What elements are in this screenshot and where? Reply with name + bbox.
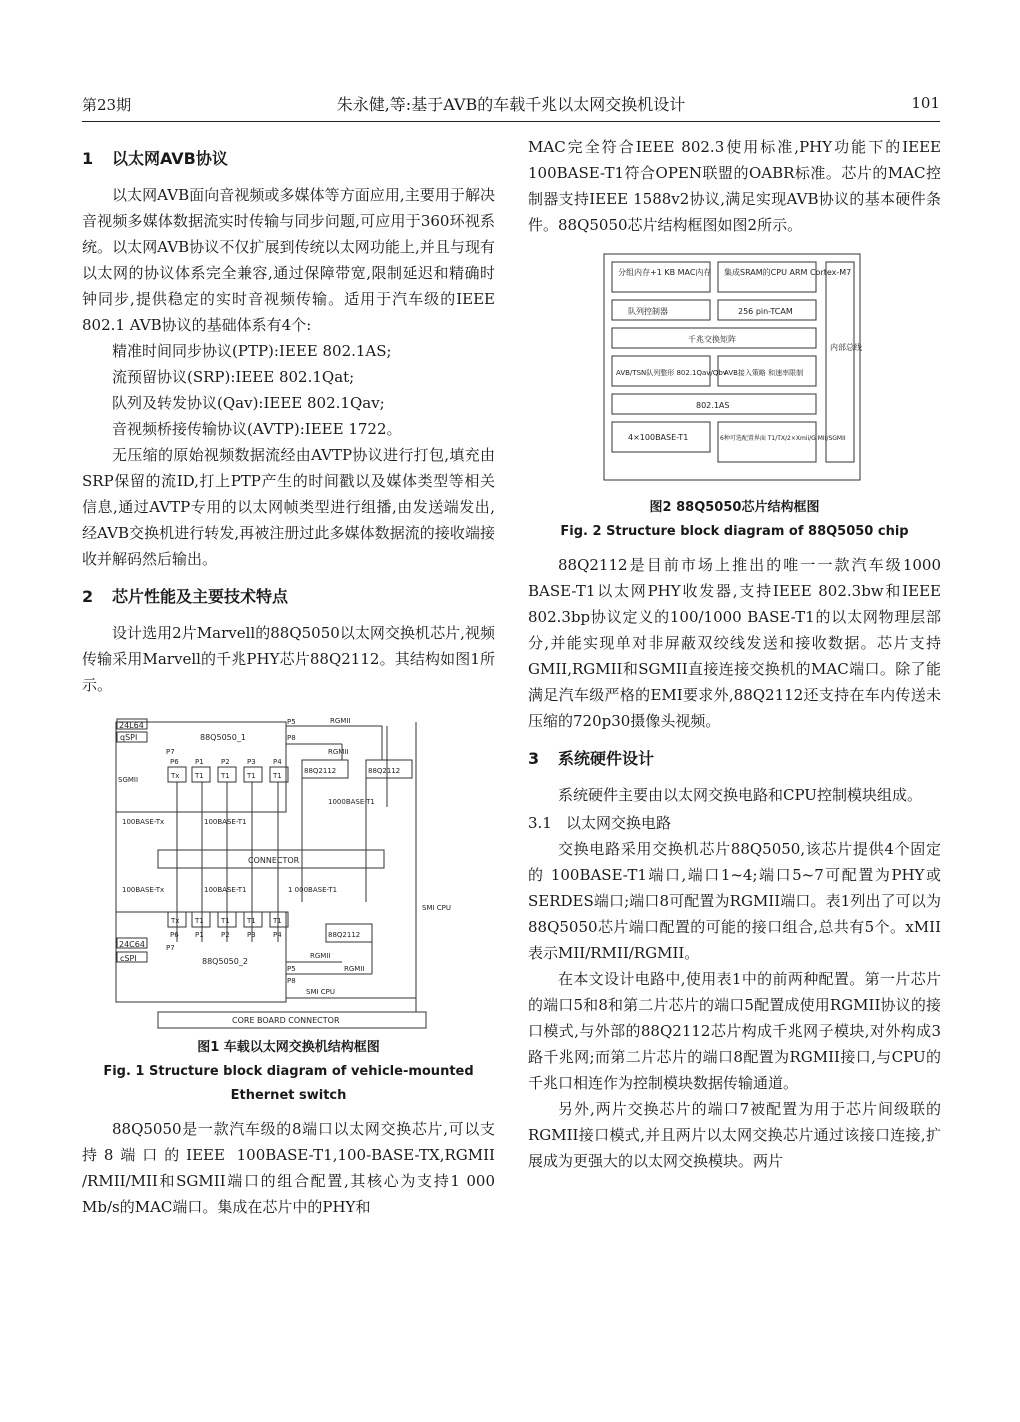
figure-1-caption-en: Fig. 1 Structure block diagram of vehicle-mounted	[103, 1064, 474, 1079]
paragraph: 无压缩的原始视频数据流经由AVTP协议进行打包,填充由SRP保留的流ID,打上PTP产生的时间戳以及媒体类型等相关信息,通过AVTP专用的以太网帧类型进行组播,由发送端发出,经AVB交换机进行转发,再被注册过此多媒体数据流的接收端接收并解码然后输出。	[82, 446, 495, 568]
svg-text:AVB/TSN队列整形 802.1Qav/Qbv: AVB/TSN队列整形 802.1Qav/Qbv	[616, 369, 727, 377]
figure-1-caption-en-2: Ethernet switch	[230, 1088, 347, 1103]
section-3-heading: 3 系统硬件设计	[528, 749, 655, 768]
svg-text:T1: T1	[247, 917, 256, 925]
svg-text:SMI CPU: SMI CPU	[306, 988, 336, 996]
paragraph: 交换电路采用交换机芯片88Q5050,该芯片提供4个固定的 100BASE-T1端口,端口1~4;端口5~7可配置为PHY或SERDES端口;端口8可配置为RGMII端口。表1列出了可以为88Q5050芯片端口配置的可能的接口组合,总共有5个。xMII表示MII/RMII/RGMII。	[528, 840, 941, 962]
svg-text:P2: P2	[221, 758, 230, 766]
svg-text:T1: T1	[221, 917, 230, 925]
figure-2-caption-en: Fig. 2 Structure block diagram of 88Q5050 chip	[560, 524, 909, 539]
svg-text:P8: P8	[287, 977, 296, 985]
svg-text:4×100BASE-T1: 4×100BASE-T1	[628, 433, 689, 442]
svg-text:T1: T1	[273, 772, 282, 780]
svg-text:T1: T1	[195, 917, 204, 925]
svg-text:100BASE-T1: 100BASE-T1	[204, 818, 247, 826]
svg-text:RGMII: RGMII	[310, 952, 331, 960]
page-header	[82, 92, 940, 118]
svg-text:1000BASE-T1: 1000BASE-T1	[328, 798, 375, 806]
svg-text:分组内存+1 KB MAC内存: 分组内存+1 KB MAC内存	[618, 268, 712, 277]
svg-text:AVB接入策略 和速率限制: AVB接入策略 和速率限制	[724, 369, 804, 377]
svg-text:T1: T1	[195, 772, 204, 780]
svg-text:P7: P7	[166, 944, 175, 952]
svg-text:cSPI: cSPI	[120, 954, 137, 963]
svg-text:P2: P2	[221, 931, 230, 939]
svg-text:P6: P6	[170, 758, 179, 766]
paragraph: 88Q5050是一款汽车级的8端口以太网交换芯片,可以支持8端口的IEEE 100BASE-T1,100-BASE-TX,RGMII /RMII/MII和SGMII端口的组合配置,其核心为支持1 000 Mb/s的MAC端口。集成在芯片中的PHY和	[82, 1120, 495, 1216]
fig1-connector: CONNECTOR	[248, 856, 300, 865]
page-number: 101	[911, 94, 940, 112]
svg-text:千兆交换矩阵: 千兆交换矩阵	[688, 335, 736, 344]
figure-1-caption-cn: 图1 车载以太网交换机结构框图	[197, 1040, 380, 1055]
svg-text:T1: T1	[221, 772, 230, 780]
svg-text:802.1AS: 802.1AS	[696, 401, 730, 410]
svg-text:集成SRAM的CPU ARM Cortex-M7: 集成SRAM的CPU ARM Cortex-M7	[724, 268, 852, 277]
svg-text:24C64: 24C64	[119, 940, 145, 949]
svg-text:P7: P7	[166, 748, 175, 756]
paragraph: 设计选用2片Marvell的88Q5050以太网交换机芯片,视频传输采用Marvell的千兆PHY芯片88Q2112。其结构如图1所示。	[82, 624, 495, 694]
svg-text:P3: P3	[247, 931, 256, 939]
svg-text:SGMII: SGMII	[118, 776, 139, 784]
svg-text:256 pin-TCAM: 256 pin-TCAM	[738, 307, 793, 316]
svg-text:P5: P5	[287, 965, 296, 973]
svg-text:88Q2112: 88Q2112	[368, 767, 401, 775]
list-item: 音视频桥接传输协议(AVTP):IEEE 1722。	[112, 420, 402, 438]
fig1-eeprom-top: 24L64	[119, 721, 144, 730]
list-item: 流预留协议(SRP):IEEE 802.1Qat;	[112, 368, 355, 386]
header-rule	[82, 121, 940, 122]
svg-text:T1: T1	[247, 772, 256, 780]
svg-text:88Q2112: 88Q2112	[304, 767, 337, 775]
svg-text:RGMII: RGMII	[344, 965, 365, 973]
svg-text:P3: P3	[247, 758, 256, 766]
svg-text:100BASE-Tx: 100BASE-Tx	[122, 818, 165, 826]
paragraph: 在本文设计电路中,使用表1中的前两种配置。第一片芯片的端口5和8和第二片芯片的端口5配置成使用RGMII协议的接口模式,与外部的88Q2112芯片构成千兆网子模块,对外构成3路千兆网;而第二片芯片的端口8配置为RGMII接口,与CPU的千兆口相连作为控制模块数据传输通道。	[528, 970, 941, 1092]
svg-text:P8: P8	[287, 734, 296, 742]
svg-text:内部总线: 内部总线	[830, 343, 862, 352]
svg-text:Tx: Tx	[171, 917, 180, 925]
paragraph: MAC完全符合IEEE 802.3使用标准,PHY功能下的IEEE 100BASE-T1符合OPEN联盟的OABR标准。芯片的MAC控制器支持IEEE 1588v2协议,满足实现AVB协议的基本硬件条件。88Q5050芯片结构框图如图2所示。	[528, 138, 941, 234]
paragraph: 以太网AVB面向音视频或多媒体等方面应用,主要用于解决音视频多媒体数据流实时传输与同步问题,可应用于360环视系统。以太网AVB协议不仅扩展到传统以太网功能上,并且与现有以太网的协议体系完全兼容,通过保障带宽,限制延迟和精确时钟同步,提供稳定的实时音视频传输。适用于汽车级的IEEE 802.1 AVB协议的基础体系有4个:	[82, 186, 495, 334]
svg-text:P1: P1	[195, 758, 204, 766]
fig1-core-board: CORE BOARD CONNECTOR	[232, 1016, 340, 1025]
svg-text:Tx: Tx	[171, 772, 180, 780]
right-column	[528, 134, 941, 1174]
svg-text:P6: P6	[170, 931, 179, 939]
svg-text:P4: P4	[273, 931, 282, 939]
svg-text:88Q2112: 88Q2112	[328, 931, 361, 939]
svg-text:100BASE-T1: 100BASE-T1	[204, 886, 247, 894]
svg-text:P1: P1	[195, 931, 204, 939]
list-item: 精准时间同步协议(PTP):IEEE 802.1AS;	[112, 342, 392, 360]
figure-1-diagram	[82, 712, 495, 1032]
running-title: 朱永健,等:基于AVB的车载千兆以太网交换机设计	[336, 95, 686, 114]
left-column	[82, 134, 495, 1220]
section-1-heading: 1 以太网AVB协议	[82, 149, 228, 168]
figure-2-diagram	[528, 250, 941, 490]
paragraph: 88Q2112是目前市场上推出的唯一一款汽车级1000 BASE-T1以太网PHY收发器,支持IEEE 802.3bw和IEEE 802.3bp协议定义的100/1000 BASE-T1的以太网物理层部分,并能实现单对非屏蔽双绞线发送和接收数据。芯片支持GMII,RGMII和SGMII直接连接交换机的MAC端口。除了能满足汽车级严格的EMI要求外,88Q2112还支持在车内传送未压缩的720p30摄像头视频。	[528, 556, 941, 730]
figure-2-caption-cn: 图2 88Q5050芯片结构框图	[649, 500, 820, 515]
issue-number: 第23期	[82, 96, 132, 114]
fig1-chip2-label: 88Q5050_2	[202, 957, 248, 966]
svg-text:1 000BASE-T1: 1 000BASE-T1	[288, 886, 338, 894]
fig1-chip1-label: 88Q5050_1	[200, 733, 246, 742]
svg-text:100BASE-Tx: 100BASE-Tx	[122, 886, 165, 894]
svg-text:队列控制器: 队列控制器	[628, 307, 668, 316]
svg-text:P4: P4	[273, 758, 282, 766]
fig1-qspi: qSPI	[120, 733, 138, 742]
svg-text:T1: T1	[273, 917, 282, 925]
svg-text:RGMII: RGMII	[328, 748, 349, 756]
svg-text:6种可选配置界面 T1/TX/2×Xmii/G MII/SG: 6种可选配置界面 T1/TX/2×Xmii/G MII/SGMII	[720, 435, 846, 442]
svg-text:SMI CPU: SMI CPU	[422, 904, 452, 912]
paragraph: 另外,两片交换芯片的端口7被配置为用于芯片间级联的RGMII接口模式,并且两片以太网交换芯片通过该接口连接,扩展成为更强大的以太网交换模块。两片	[528, 1100, 941, 1170]
list-item: 队列及转发协议(Qav):IEEE 802.1Qav;	[112, 394, 385, 412]
svg-text:P5: P5	[287, 718, 296, 726]
paragraph: 系统硬件主要由以太网交换电路和CPU控制模块组成。	[558, 786, 922, 804]
svg-text:RGMII: RGMII	[330, 717, 351, 725]
section-2-heading: 2 芯片性能及主要技术特点	[82, 587, 289, 606]
section-3-1-heading: 3.1 以太网交换电路	[528, 814, 672, 832]
